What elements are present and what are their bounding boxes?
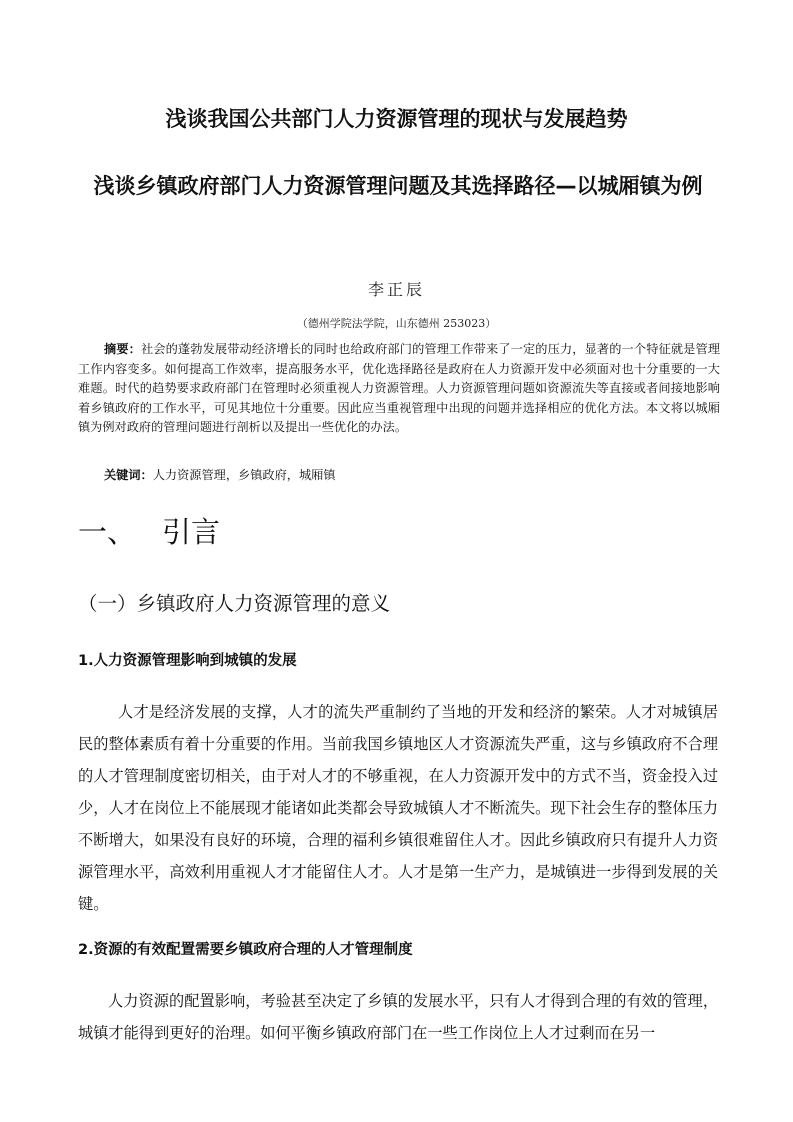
author-affiliation: （德州学院法学院，山东德州 253023） bbox=[296, 317, 497, 330]
document-subtitle: 浅谈乡镇政府部门人力资源管理问题及其选择路径—以城厢镇为例 bbox=[93, 174, 703, 198]
keywords-label: 关键词： bbox=[104, 468, 153, 482]
abstract-label: 摘要： bbox=[104, 342, 141, 356]
abstract bbox=[78, 340, 720, 438]
item-heading-2: 2.资源的有效配置需要乡镇政府合理的人才管理制度 bbox=[78, 942, 413, 958]
abstract-text: 社会的蓬勃发展带动经济增长的同时也给政府部门的管理工作带来了一定的压力，显著的一个特征就是管理工作内容变多。如何提高工作效率，提高服务水平，优化选择路径是政府在人力资源开发中必须面对也十分重要的一大难题。时代的趋势要求政府部门在管理时必须重视人力资源管理。人力资源管理问题如资源流失等直接或者间接地影响着乡镇政府的工作水平，可见其地位十分重要。因此应当重视管理中出现的问题并选择相应的优化方法。本文将以城厢镇为例对政府的管理问题进行剖析以及提出一些优化的办法。 bbox=[78, 342, 720, 434]
section-number: 一、 bbox=[78, 515, 137, 549]
body-paragraph-1: 人才是经济发展的支撑，人才的流失严重制约了当地的开发和经济的繁荣。人才对城镇居民的整体素质有着十分重要的作用。当前我国乡镇地区人才资源流失严重，这与乡镇政府不合理的人才管理制度密切相关，由于对人才的不够重视，在人力资源开发中的方式不当，资金投入过少，人才在岗位上不能展现才能诸如此类都会导致城镇人才不断流失。现下社会生存的整体压力不断增大，如果没有良好的环境，合理的福利乡镇很难留住人才。因此乡镇政府只有提升人力资源管理水平，高效利用重视人才才能留住人才。人才是第一生产力，是城镇进一步得到发展的关键。 bbox=[78, 703, 718, 913]
author-name: 李正辰 bbox=[367, 280, 425, 299]
keywords-text: 人力资源管理，乡镇政府，城厢镇 bbox=[152, 468, 336, 482]
section-heading-introduction bbox=[78, 512, 220, 552]
body-paragraph-2: 人力资源的配置影响，考验甚至决定了乡镇的发展水平，只有人才得到合理的有效的管理，城镇才能得到更好的治理。如何平衡乡镇政府部门在一些工作岗位上人才过剩而在另一 bbox=[78, 992, 718, 1042]
keywords bbox=[104, 466, 704, 486]
section-title: 引言 bbox=[162, 515, 221, 549]
subsection-heading: （一）乡镇政府人力资源管理的意义 bbox=[78, 592, 391, 615]
item-heading-1: 1.人力资源管理影响到城镇的发展 bbox=[78, 653, 297, 669]
document-title: 浅谈我国公共部门人力资源管理的现状与发展趋势 bbox=[165, 107, 628, 131]
